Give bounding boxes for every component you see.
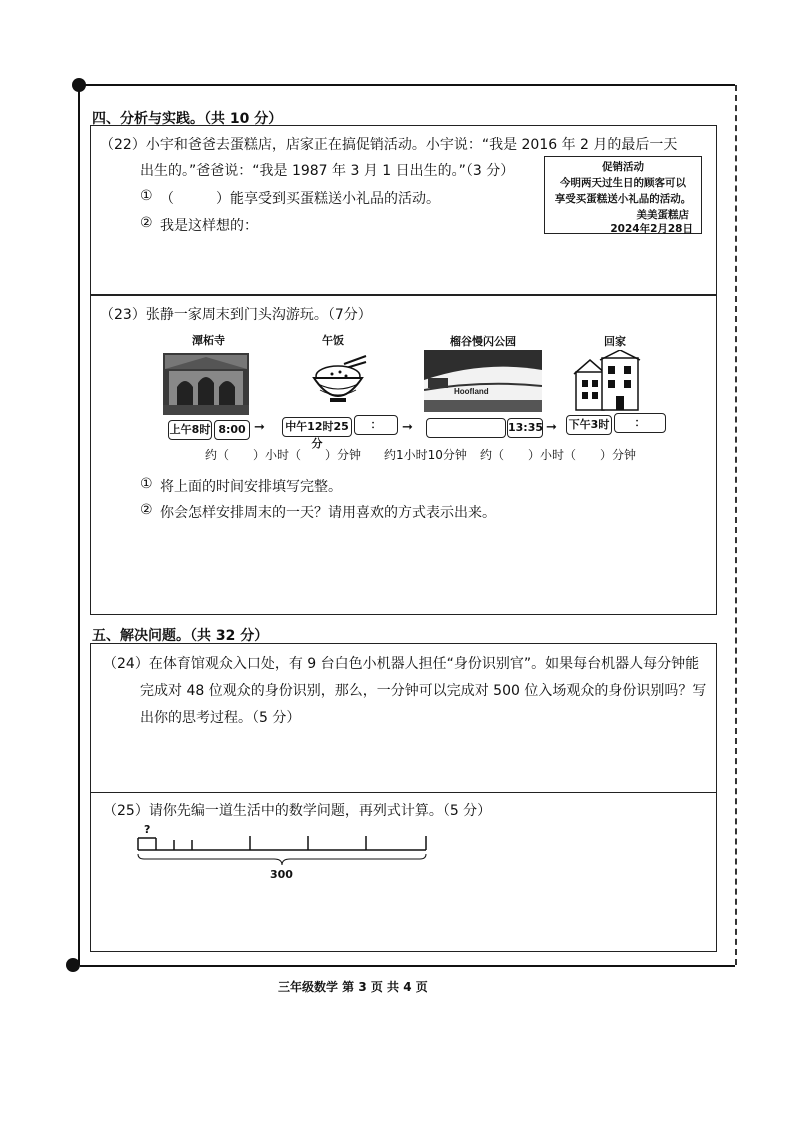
- temple-image: [163, 353, 249, 415]
- time-input-box[interactable]: ：: [354, 415, 398, 435]
- place-label: 回家: [604, 335, 626, 348]
- promo-date: 2024年2月28日: [610, 223, 693, 235]
- time-box: 13:35: [507, 418, 543, 438]
- time-input-box[interactable]: [426, 418, 506, 438]
- time-box: 下午3时: [566, 415, 612, 435]
- arrow-icon: ➞: [254, 420, 265, 435]
- duration-label: 约（ ）小时（ ）分钟: [205, 448, 362, 462]
- q23-title: （23）张静一家周末到门头沟游玩。（7分）: [100, 307, 372, 323]
- fold-line: [735, 85, 737, 965]
- arrow-icon: ➞: [546, 420, 557, 435]
- q25-title: （25）请你先编一道生活中的数学问题，再列式计算。（5 分）: [103, 803, 492, 819]
- promo-line2: 享受买蛋糕送小礼品的活动。: [554, 193, 692, 205]
- q22-sub2-num: ②: [140, 215, 153, 231]
- section5-title: 五、解决问题。（共 32 分）: [92, 628, 269, 644]
- q22-line1: （22）小宇和爸爸去蛋糕店，店家正在搞促销活动。小宇说：“我是 2016 年 2 月的最后一天: [100, 137, 678, 153]
- question-mark-label: ?: [144, 823, 151, 836]
- q23-sub2: 你会怎样安排周末的一天？请用喜欢的方式表示出来。: [160, 505, 496, 521]
- q22-sub1: （ ）能享受到买蛋糕送小礼品的活动。: [160, 191, 440, 207]
- q23-sub1-num: ①: [140, 476, 153, 492]
- time-box: 中午12时25分: [282, 417, 352, 437]
- page-footer: 三年级数学 第 3 页 共 4 页: [278, 980, 428, 994]
- place-label: 午饭: [322, 334, 344, 347]
- place-label: 榴谷慢闪公园: [450, 335, 516, 348]
- binding-hole-bottom: [66, 958, 80, 972]
- q23-sub1: 将上面的时间安排填写完整。: [160, 479, 342, 495]
- bottom-rule: [80, 965, 735, 967]
- promo-shop: 美美蛋糕店: [636, 209, 689, 221]
- line-segment-diagram: [134, 832, 430, 868]
- q22-sub2: 我是这样想的：: [160, 218, 258, 234]
- total-label: 300: [270, 868, 293, 881]
- arrow-icon: ➞: [402, 420, 413, 435]
- q24-line1: （24）在体育馆观众入口处，有 9 台白色小机器人担任“身份识别官”。如果每台机器人每分钟能: [103, 656, 700, 672]
- q23-sub2-num: ②: [140, 502, 153, 518]
- top-rule: [80, 84, 735, 86]
- duration-label: 约（ ）小时（ ）分钟: [480, 448, 637, 462]
- rice-bowl-icon: [308, 354, 368, 406]
- left-rule: [78, 85, 80, 965]
- train-image: [424, 350, 542, 412]
- q24-line3: 出你的思考过程。（5 分）: [140, 710, 301, 726]
- promo-notice: [544, 156, 702, 234]
- promo-line1: 今明两天过生日的顾客可以: [560, 177, 686, 189]
- duration-label: 约1小时10分钟: [384, 448, 467, 462]
- q24-line2: 完成对 48 位观众的身份识别，那么，一分钟可以完成对 500 位入场观众的身份识别吗？写: [140, 683, 707, 699]
- q22-line2: 出生的。”爸爸说：“我是 1987 年 3 月 1 日出生的。”（3 分）: [140, 163, 515, 179]
- train-logo-text: Hoofland: [454, 387, 489, 396]
- section4-title: 四、分析与实践。（共 10 分）: [92, 111, 283, 127]
- promo-title: 促销活动: [602, 161, 644, 173]
- houses-icon: [572, 350, 644, 412]
- place-label: 潭柘寺: [192, 334, 225, 347]
- q22-sub1-num: ①: [140, 188, 153, 204]
- time-box: 8:00: [214, 420, 250, 440]
- time-input-box[interactable]: ：: [614, 413, 666, 433]
- time-box: 上午8时: [168, 420, 212, 440]
